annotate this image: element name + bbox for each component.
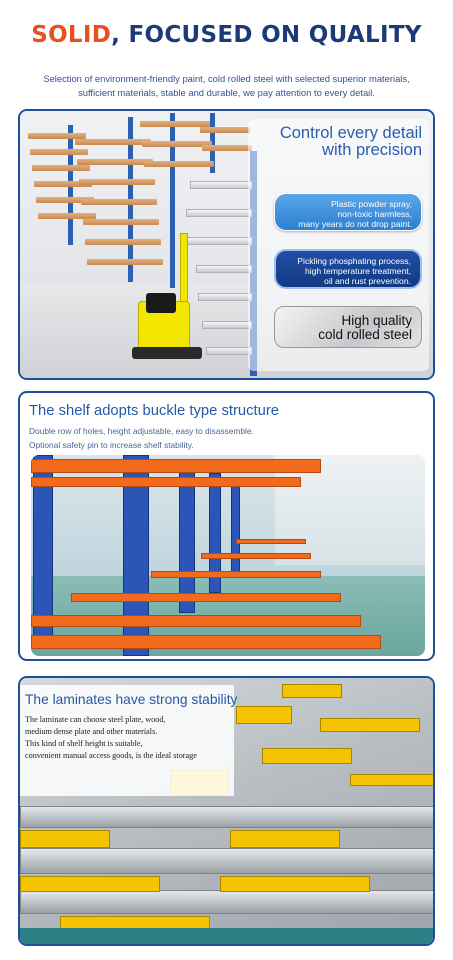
forklift-base (132, 347, 202, 359)
orange-beam (31, 615, 361, 627)
steel-sheet (186, 209, 252, 217)
tag-line: Plastic powder spray, (330, 199, 412, 209)
steel-bundle (20, 806, 435, 828)
description-line: medium dense plate and other materials. (25, 727, 158, 736)
orange-beam (236, 539, 306, 544)
tag-line: oil and rust prevention. (324, 276, 411, 286)
steel-sheet (196, 265, 252, 273)
panel1-heading (252, 125, 422, 159)
steel-sheet (182, 237, 252, 245)
blue-column (231, 483, 240, 578)
tag-line: High quality (341, 313, 412, 328)
page-subtitle (14, 72, 439, 100)
panel3-heading: The laminates have strong stability (25, 692, 238, 707)
steel-sheet (198, 293, 252, 301)
steel-sheet (206, 347, 252, 355)
yellow-cantilever-arm (20, 876, 160, 892)
steel-sheet (202, 321, 252, 329)
description-line: The laminate can choose steel plate, wood, (25, 715, 166, 724)
precision-panel (18, 109, 435, 380)
yellow-cantilever-arm (262, 748, 352, 764)
steel-sheet (190, 181, 252, 189)
subtitle-line: Selection of environment-friendly paint, cold rolled steel with selected superior materials, (43, 73, 410, 84)
heading-line: Control every detail (279, 124, 422, 142)
tag-line: cold rolled steel (318, 327, 412, 342)
yellow-cantilever-arm (320, 718, 420, 732)
buckle-rack-photo (31, 455, 425, 656)
subtitle-line: sufficient materials, stable and durable, we pay attention to every detail. (78, 87, 375, 98)
description-line: convenient manual access goods, is the ideal storage (25, 751, 197, 760)
orange-beam (31, 477, 301, 487)
panel2-description (29, 424, 254, 452)
description-line: This kind of shelf height is suitable, (25, 739, 143, 748)
tag-phosphating (274, 249, 422, 289)
laminate-stability-panel (18, 676, 435, 946)
yellow-cantilever-arm (20, 830, 110, 848)
orange-beam (31, 459, 321, 473)
tag-powder-spray (274, 193, 422, 231)
yellow-cantilever-arm (230, 830, 340, 848)
orange-beam (151, 571, 321, 578)
yellow-cantilever-arm (282, 684, 342, 698)
tag-line: many years do not drop paint. (298, 219, 412, 229)
panel3-description (25, 714, 197, 762)
panel2-heading: The shelf adopts buckle type structure (29, 403, 280, 419)
title-rest: , FOCUSED ON QUALITY (111, 22, 422, 48)
buckle-structure-panel (18, 391, 435, 661)
tag-line: high temperature treatment, (304, 266, 411, 276)
orange-beam (201, 553, 311, 559)
yellow-cantilever-arm (236, 706, 292, 724)
yellow-cantilever-arm (350, 774, 435, 786)
forklift-cab (146, 293, 176, 313)
heading-line: with precision (322, 141, 422, 159)
tag-line: non-toxic harmless, (337, 209, 412, 219)
title-highlight: SOLID (31, 22, 112, 48)
page-title (0, 22, 453, 48)
tag-line: Pickling phosphating process, (297, 256, 411, 266)
tag-cold-rolled-steel (274, 306, 422, 348)
teal-base (20, 928, 435, 946)
orange-beam (31, 635, 381, 649)
steel-bundle (20, 890, 435, 914)
yellow-cantilever-arm (220, 876, 370, 892)
description-line: Optional safety pin to increase shelf stability. (29, 440, 194, 450)
orange-beam (71, 593, 341, 602)
description-line: Double row of holes, height adjustable, easy to disassemble. (29, 426, 254, 436)
steel-bundle (20, 848, 435, 874)
